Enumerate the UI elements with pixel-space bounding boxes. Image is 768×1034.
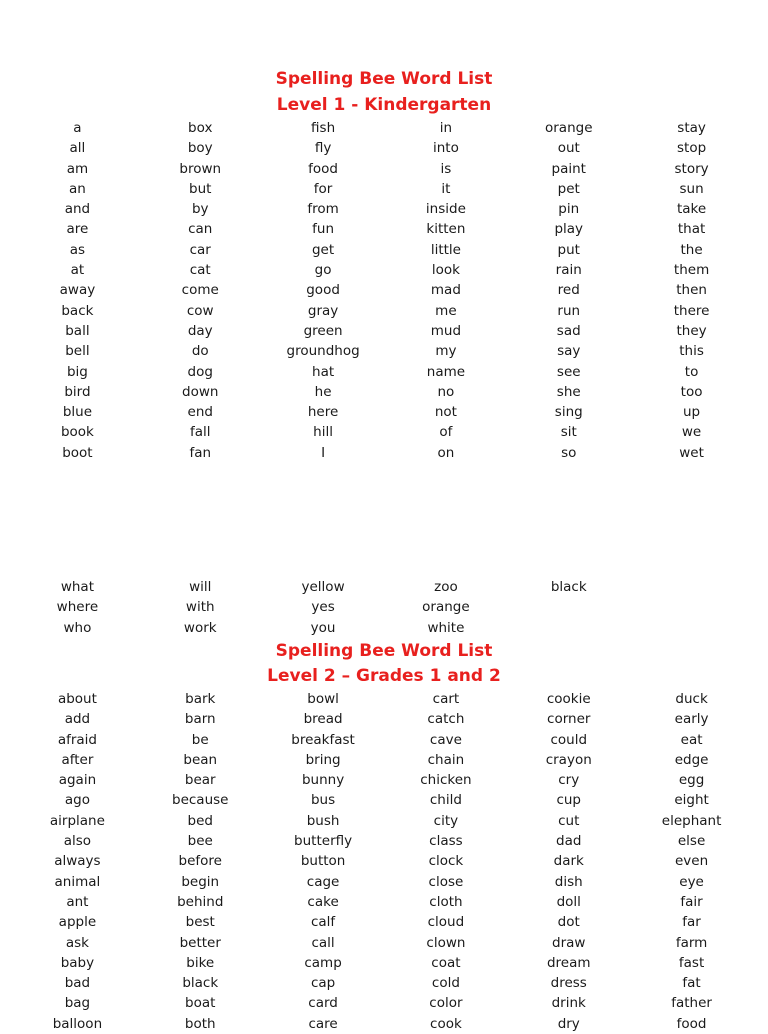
word-column bbox=[507, 577, 630, 638]
word: black bbox=[182, 975, 219, 992]
word: could bbox=[550, 731, 588, 748]
word: out bbox=[557, 140, 580, 157]
word: what bbox=[60, 579, 94, 595]
word: orange bbox=[544, 120, 593, 136]
word: doll bbox=[556, 893, 581, 910]
level-1-continued-word-grid bbox=[16, 577, 753, 638]
word: far bbox=[682, 914, 701, 931]
word: white bbox=[427, 619, 465, 636]
word: it bbox=[441, 180, 451, 197]
word: before bbox=[178, 853, 222, 870]
word-column bbox=[507, 689, 630, 1034]
word: because bbox=[172, 792, 229, 809]
word: from bbox=[307, 201, 339, 218]
word: day bbox=[187, 322, 213, 339]
word-column bbox=[630, 118, 753, 463]
word: bark bbox=[185, 691, 216, 707]
word: bowl bbox=[307, 691, 339, 707]
word: fall bbox=[189, 424, 211, 441]
word: no bbox=[437, 383, 455, 400]
word: be bbox=[191, 731, 209, 748]
word: draw bbox=[552, 934, 586, 951]
word: they bbox=[676, 322, 707, 339]
word: put bbox=[557, 241, 580, 258]
word: red bbox=[557, 282, 580, 299]
word: all bbox=[69, 140, 86, 157]
word: chicken bbox=[420, 772, 472, 789]
word: best bbox=[185, 914, 215, 931]
word: fast bbox=[678, 954, 705, 971]
word: boat bbox=[185, 995, 216, 1012]
level-1-title: Spelling Bee Word List bbox=[275, 69, 493, 89]
word-column bbox=[262, 577, 385, 638]
word: edge bbox=[674, 751, 709, 768]
word: am bbox=[66, 160, 89, 177]
word: clock bbox=[428, 853, 464, 870]
word: bread bbox=[303, 711, 343, 728]
word: story bbox=[674, 160, 709, 177]
word: blue bbox=[62, 404, 92, 421]
word: crayon bbox=[545, 751, 592, 768]
word-column bbox=[139, 577, 262, 638]
word: brown bbox=[179, 160, 222, 177]
word: sun bbox=[679, 180, 704, 197]
word: bear bbox=[184, 772, 216, 789]
word: call bbox=[311, 934, 335, 951]
word: she bbox=[556, 383, 581, 400]
level-2-title: Spelling Bee Word List bbox=[275, 641, 493, 661]
word: else bbox=[677, 833, 706, 850]
word: I bbox=[321, 444, 326, 461]
word: good bbox=[306, 282, 340, 299]
word: a bbox=[73, 120, 82, 136]
word: and bbox=[64, 201, 91, 218]
word: who bbox=[63, 619, 92, 636]
word: down bbox=[182, 383, 219, 400]
word: too bbox=[680, 383, 703, 400]
word: here bbox=[307, 404, 339, 421]
word: coat bbox=[431, 954, 461, 971]
word: bell bbox=[65, 343, 90, 360]
word: afraid bbox=[57, 731, 97, 748]
word: dark bbox=[553, 853, 584, 870]
word: cake bbox=[307, 893, 339, 910]
word: food bbox=[676, 1015, 707, 1032]
word: sad bbox=[556, 322, 581, 339]
word: yes bbox=[311, 599, 335, 616]
word-column bbox=[16, 118, 139, 463]
word: care bbox=[308, 1015, 338, 1032]
word: ant bbox=[66, 893, 89, 910]
word: dad bbox=[556, 833, 582, 850]
word-column bbox=[507, 118, 630, 463]
word: cry bbox=[558, 772, 580, 789]
word: mud bbox=[430, 322, 462, 339]
word: again bbox=[58, 772, 97, 789]
word: away bbox=[59, 282, 96, 299]
word: an bbox=[68, 180, 86, 197]
word-column bbox=[630, 577, 753, 638]
level-1-subtitle: Level 1 - Kindergarten bbox=[276, 95, 492, 115]
word: drink bbox=[551, 995, 586, 1012]
word: also bbox=[63, 833, 92, 850]
word-column bbox=[385, 689, 508, 1034]
word: dry bbox=[557, 1015, 580, 1032]
word: eight bbox=[674, 792, 709, 809]
word: apple bbox=[58, 914, 97, 931]
word: do bbox=[191, 343, 209, 360]
word: dream bbox=[546, 954, 591, 971]
word: barn bbox=[184, 711, 216, 728]
word: little bbox=[430, 241, 461, 258]
word: add bbox=[64, 711, 91, 728]
word-column bbox=[139, 118, 262, 463]
word: balloon bbox=[52, 1015, 103, 1032]
word: paint bbox=[551, 160, 586, 177]
word: wet bbox=[679, 444, 704, 461]
word: farm bbox=[675, 934, 708, 951]
word: mad bbox=[430, 282, 461, 299]
word: bag bbox=[64, 995, 91, 1012]
word: dish bbox=[554, 873, 583, 890]
word-column bbox=[262, 118, 385, 463]
word: boot bbox=[62, 444, 93, 461]
word: take bbox=[676, 201, 707, 218]
word: not bbox=[434, 404, 457, 421]
word: get bbox=[311, 241, 335, 258]
word: end bbox=[187, 404, 213, 421]
level-2-word-grid bbox=[16, 689, 753, 1034]
word: say bbox=[557, 343, 581, 360]
word: ago bbox=[64, 792, 90, 809]
word: fish bbox=[311, 120, 336, 136]
word: but bbox=[189, 180, 212, 197]
word: bring bbox=[305, 751, 341, 768]
word-column bbox=[16, 577, 139, 638]
word: duck bbox=[675, 691, 708, 707]
word: them bbox=[673, 262, 710, 279]
word: cookie bbox=[546, 691, 591, 707]
word: run bbox=[557, 302, 581, 319]
word: cup bbox=[556, 792, 582, 809]
word: zoo bbox=[434, 579, 458, 595]
word: stay bbox=[677, 120, 706, 136]
word: cap bbox=[310, 975, 336, 992]
word: there bbox=[673, 302, 710, 319]
word: groundhog bbox=[286, 343, 360, 360]
word: back bbox=[61, 302, 94, 319]
word: better bbox=[179, 934, 221, 951]
word: close bbox=[428, 873, 464, 890]
word: egg bbox=[678, 772, 705, 789]
word: sit bbox=[560, 424, 577, 441]
word: for bbox=[313, 180, 333, 197]
word: begin bbox=[181, 873, 220, 890]
word: you bbox=[310, 619, 336, 636]
word: see bbox=[556, 363, 581, 380]
word: fair bbox=[680, 893, 703, 910]
word: by bbox=[191, 201, 209, 218]
word: hat bbox=[312, 363, 335, 380]
word: cow bbox=[186, 302, 214, 319]
word: bike bbox=[186, 954, 215, 971]
word: animal bbox=[54, 873, 101, 890]
word-column bbox=[385, 118, 508, 463]
word: at bbox=[70, 262, 85, 279]
word: city bbox=[433, 812, 459, 829]
word: cloud bbox=[427, 914, 465, 931]
word: breakfast bbox=[291, 731, 355, 748]
word: pet bbox=[557, 180, 580, 197]
word: where bbox=[56, 599, 99, 616]
word: gray bbox=[307, 302, 339, 319]
word: with bbox=[185, 599, 215, 616]
word: is bbox=[440, 160, 452, 177]
word: hill bbox=[313, 424, 333, 441]
word: big bbox=[66, 363, 88, 380]
word: bush bbox=[306, 812, 340, 829]
word: sing bbox=[554, 404, 583, 421]
word: father bbox=[671, 995, 712, 1012]
word: boy bbox=[187, 140, 213, 157]
word: button bbox=[300, 853, 346, 870]
word: come bbox=[181, 282, 219, 299]
word: so bbox=[561, 444, 577, 461]
word: bee bbox=[187, 833, 213, 850]
word: go bbox=[314, 262, 332, 279]
word-column bbox=[630, 689, 753, 1034]
word: green bbox=[303, 322, 343, 339]
word: to bbox=[684, 363, 699, 380]
word: calf bbox=[310, 914, 336, 931]
word: eat bbox=[680, 731, 703, 748]
word: bed bbox=[187, 812, 213, 829]
word: both bbox=[184, 1015, 216, 1032]
word: cold bbox=[431, 975, 460, 992]
word: yellow bbox=[301, 579, 345, 595]
word: always bbox=[54, 853, 101, 870]
word: clown bbox=[426, 934, 466, 951]
word: early bbox=[674, 711, 709, 728]
word: fun bbox=[312, 221, 335, 238]
word: stop bbox=[677, 140, 707, 157]
word: black bbox=[550, 579, 587, 595]
word: bunny bbox=[301, 772, 345, 789]
word: airplane bbox=[49, 812, 105, 829]
word: into bbox=[432, 140, 459, 157]
word: inside bbox=[425, 201, 466, 218]
word: bad bbox=[64, 975, 91, 992]
word: ask bbox=[65, 934, 89, 951]
word: then bbox=[676, 282, 707, 299]
word: bean bbox=[183, 751, 218, 768]
word: cart bbox=[432, 691, 460, 707]
word: cage bbox=[306, 873, 340, 890]
word: he bbox=[314, 383, 332, 400]
word: bus bbox=[310, 792, 336, 809]
word: book bbox=[60, 424, 94, 441]
word: orange bbox=[422, 599, 470, 616]
word: food bbox=[308, 160, 338, 177]
word: fat bbox=[682, 975, 701, 992]
word: are bbox=[66, 221, 89, 238]
word: play bbox=[554, 221, 584, 238]
word: cook bbox=[430, 1015, 462, 1032]
word: color bbox=[429, 995, 463, 1012]
word: name bbox=[426, 363, 466, 380]
word: my bbox=[435, 343, 457, 360]
word: kitten bbox=[426, 221, 466, 238]
word: baby bbox=[60, 954, 95, 971]
word: butterfly bbox=[294, 833, 353, 850]
word: fly bbox=[314, 140, 332, 157]
word: rain bbox=[555, 262, 582, 279]
word: cloth bbox=[429, 893, 463, 910]
word: card bbox=[308, 995, 338, 1012]
word: elephant bbox=[661, 812, 722, 829]
word-column bbox=[16, 689, 139, 1034]
word: child bbox=[429, 792, 462, 809]
word: pin bbox=[558, 201, 580, 218]
word: class bbox=[429, 833, 463, 850]
word-column bbox=[385, 577, 508, 638]
word: on bbox=[437, 444, 455, 461]
level-1-word-grid bbox=[16, 118, 753, 463]
word: the bbox=[680, 241, 703, 258]
word: me bbox=[435, 302, 457, 319]
word: car bbox=[189, 241, 211, 258]
word-column bbox=[262, 689, 385, 1034]
word: behind bbox=[177, 893, 224, 910]
word: chain bbox=[427, 751, 465, 768]
word: can bbox=[188, 221, 213, 238]
word: work bbox=[183, 619, 217, 636]
word: look bbox=[431, 262, 460, 279]
word: will bbox=[189, 579, 212, 595]
word: eye bbox=[679, 873, 704, 890]
word: camp bbox=[304, 954, 342, 971]
word: catch bbox=[427, 711, 465, 728]
word: ball bbox=[65, 322, 90, 339]
word: cave bbox=[429, 731, 462, 748]
word: that bbox=[677, 221, 706, 238]
level-2-subtitle: Level 2 – Grades 1 and 2 bbox=[267, 666, 501, 686]
word: bird bbox=[64, 383, 91, 400]
word: box bbox=[188, 120, 213, 136]
word: cat bbox=[189, 262, 211, 279]
word: up bbox=[683, 404, 701, 421]
word: fan bbox=[189, 444, 212, 461]
word: dot bbox=[557, 914, 580, 931]
word: dog bbox=[187, 363, 213, 380]
word: this bbox=[679, 343, 704, 360]
word: after bbox=[61, 751, 94, 768]
word: dress bbox=[550, 975, 587, 992]
word: as bbox=[69, 241, 86, 258]
word: of bbox=[439, 424, 453, 441]
word: about bbox=[57, 691, 97, 707]
word-column bbox=[139, 689, 262, 1034]
word: in bbox=[439, 120, 453, 136]
word: corner bbox=[547, 711, 591, 728]
word: we bbox=[681, 424, 702, 441]
word: cut bbox=[558, 812, 580, 829]
word: even bbox=[674, 853, 709, 870]
